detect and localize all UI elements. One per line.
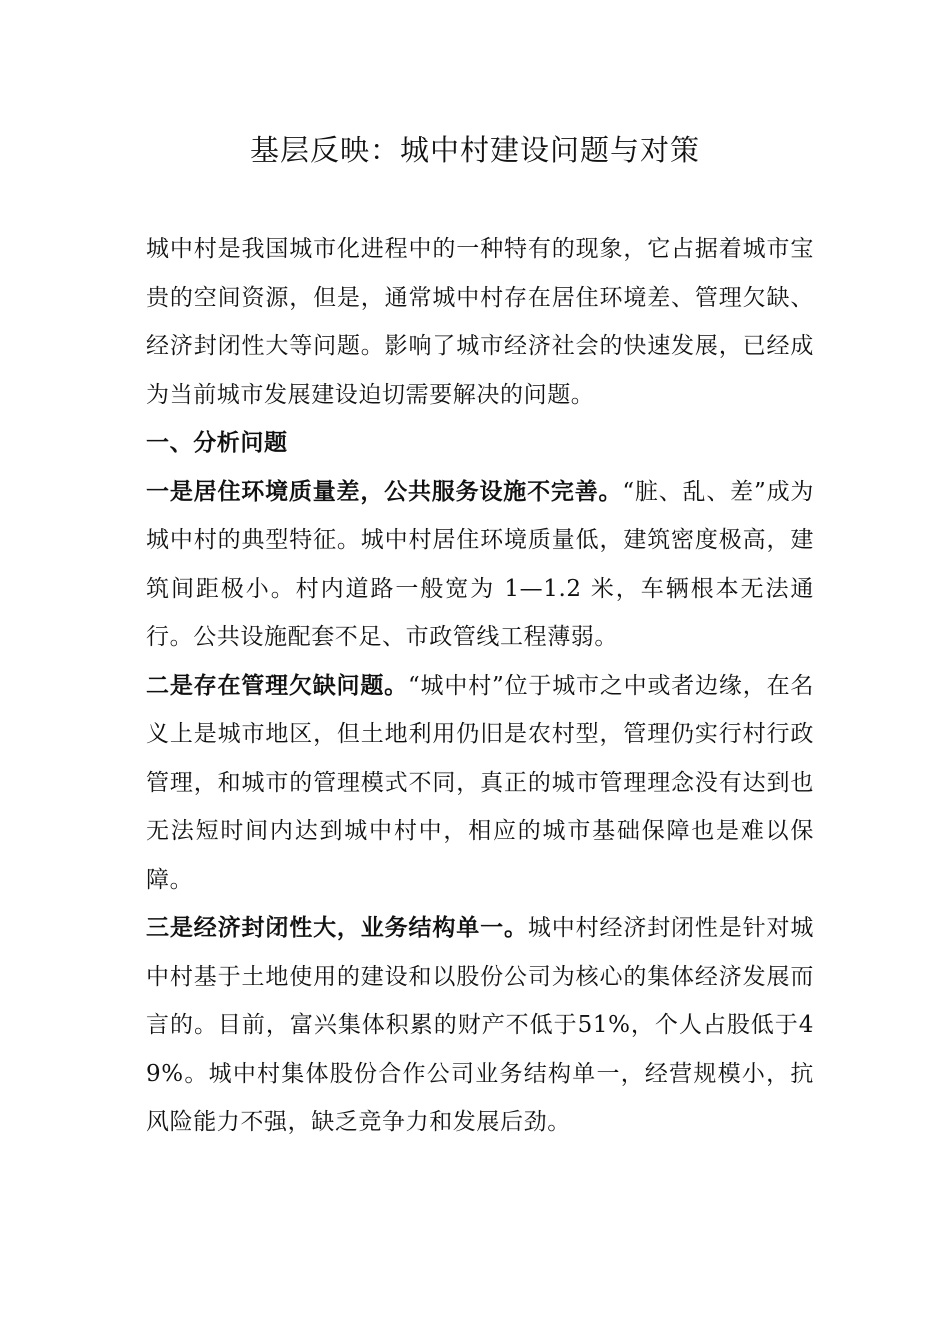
issue-1-lead: 一是居住环境质量差，公共服务设施不完善。 [146, 477, 623, 505]
document-title: 基层反映：城中村建设问题与对策 [249, 133, 700, 167]
issue-1-text: “脏、乱、差”成为城中村的典型特征。城中村居住环境质量低，建筑密度极高，建筑间距极小。村内道路一般宽为 1—1.2 米，车辆根本无法通行。公共设施配套不足、市政管线工程薄弱。 [146, 478, 814, 650]
intro-paragraph: 城中村是我国城市化进程中的一种特有的现象，它占据着城市宝贵的空间资源，但是，通常城中村存在居住环境差、管理欠缺、经济封闭性大等问题。影响了城市经济社会的快速发展，已经成为当前城市发展建设迫切需要解决的问题。 [146, 236, 814, 408]
issue-2-lead: 二是存在管理欠缺问题。 [146, 671, 408, 699]
issue-paragraph-3 [146, 904, 814, 1147]
issue-3-lead: 三是经济封闭性大，业务结构单一。 [146, 914, 528, 941]
section-heading-analysis: 一、分析问题 [146, 430, 288, 456]
issue-2-text: “城中村”位于城市之中或者边缘，在名义上是城市地区，但土地利用仍旧是农村型，管理仍实行村行政管理，和城市的管理模式不同，真正的城市管理理念没有达到也无法短时间内达到城中村中，相应的城市基础保障也是难以保障。 [146, 672, 814, 893]
issue-paragraph-1 [146, 468, 814, 662]
issue-3-text: 城中村经济封闭性是针对城中村基于土地使用的建设和以股份公司为核心的集体经济发展而言的。目前，富兴集体积累的财产不低于51%，个人占股低于49%。城中村集体股份合作公司业务结构单一，经营规模小，抗风险能力不强，缺乏竞争力和发展后劲。 [146, 915, 814, 1135]
document-body [146, 225, 814, 1147]
issue-paragraph-2 [146, 662, 814, 905]
